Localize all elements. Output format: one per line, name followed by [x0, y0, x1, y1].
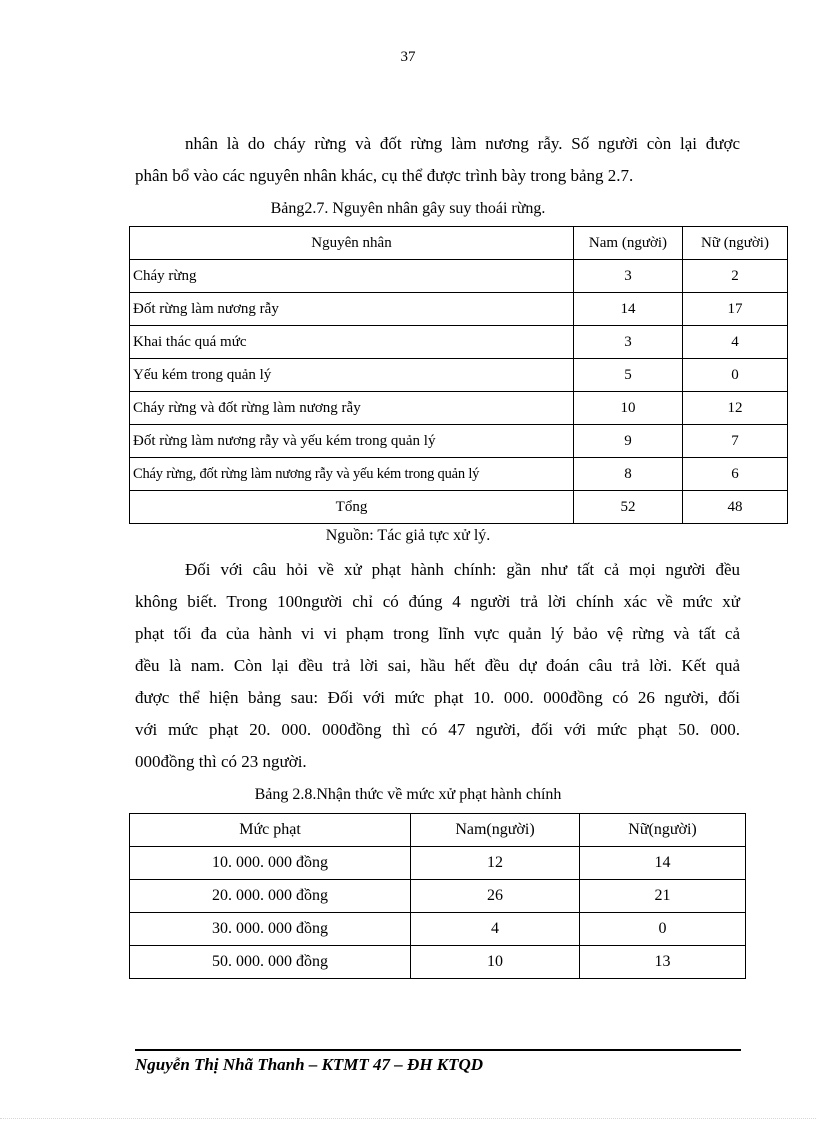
- table-caption: Bảng2.7. Nguyên nhân gây suy thoái rừng.: [270, 200, 546, 217]
- total-cell: 52: [574, 491, 683, 524]
- table-cell: 14: [574, 293, 683, 326]
- table-cell: 7: [683, 425, 788, 458]
- page-number: 37: [400, 49, 416, 65]
- table-cell: 4: [411, 913, 580, 946]
- table-cell: 30. 000. 000 đồng: [130, 913, 411, 946]
- table-header-row: [130, 227, 788, 260]
- table-cell: 12: [683, 392, 788, 425]
- table-cell: 5: [574, 359, 683, 392]
- table-source: Nguồn: Tác giả tực xử lý.: [325, 527, 491, 544]
- paragraph-intro: [135, 128, 740, 192]
- table-cell: 20. 000. 000 đồng: [130, 880, 411, 913]
- table-row: [130, 260, 788, 293]
- table-cell: 21: [580, 880, 746, 913]
- table-cell: 8: [574, 458, 683, 491]
- table-cell: 6: [683, 458, 788, 491]
- total-cell: 48: [683, 491, 788, 524]
- paragraph-line: nhân là do cháy rừng và đốt rừng làm nương rẫy. Số người còn lại được: [185, 134, 740, 153]
- table-cell: 14: [580, 847, 746, 880]
- paragraph-line: phạt tối đa của hành vi vi phạm trong lĩnh vực quản lý bảo vệ rừng và tất cả: [135, 624, 740, 643]
- table-cell: 3: [574, 260, 683, 293]
- paragraph-line: Đối với câu hỏi về xử phạt hành chính: gần như tất cả mọi người đều: [185, 560, 740, 579]
- table-cell: 13: [580, 946, 746, 979]
- paragraph-line: 000đồng thì có 23 người.: [135, 752, 307, 771]
- table-row: [130, 458, 788, 491]
- table-caption: Bảng 2.8.Nhận thức về mức xử phạt hành chính: [254, 786, 562, 803]
- table-cell: Đốt rừng làm nương rẫy và yếu kém trong quản lý: [130, 425, 574, 458]
- paragraph-line: không biết. Trong 100người chỉ có đúng 4 người trả lời chính xác về mức xử: [135, 592, 740, 611]
- paragraph-line: được thể hiện bảng sau: Đối với mức phạt 10. 000. 000đồng có 26 người, đối: [135, 688, 740, 707]
- table-row: [130, 326, 788, 359]
- table-cell: 12: [411, 847, 580, 880]
- table-cell: Cháy rừng và đốt rừng làm nương rẫy: [130, 392, 574, 425]
- table-cell: 3: [574, 326, 683, 359]
- header-cell: Nữ (người): [683, 227, 788, 260]
- table-cell: 26: [411, 880, 580, 913]
- table-cell: 10: [574, 392, 683, 425]
- table-cell: 17: [683, 293, 788, 326]
- table-cell: 10. 000. 000 đồng: [130, 847, 411, 880]
- footer-rule: [135, 1049, 741, 1051]
- table-row: [130, 847, 746, 880]
- table-cell: Cháy rừng, đốt rừng làm nương rẫy và yếu kém trong quản lý: [130, 458, 574, 491]
- table-total-row: [130, 491, 788, 524]
- header-cell: Mức phạt: [130, 814, 411, 847]
- header-cell: Nam(người): [411, 814, 580, 847]
- paragraph-line: với mức phạt 20. 000. 000đồng thì có 47 người, đối với mức phạt 50. 000.: [135, 720, 740, 739]
- table-cell: 4: [683, 326, 788, 359]
- cause-table: [129, 226, 788, 524]
- table-row: [130, 425, 788, 458]
- table-row: [130, 946, 746, 979]
- header-cell: Nữ(người): [580, 814, 746, 847]
- table-cell: Cháy rừng: [130, 260, 574, 293]
- table-row: [130, 392, 788, 425]
- total-label: Tổng: [130, 491, 574, 524]
- paragraph-line: đều là nam. Còn lại đều trả lời sai, hầu hết đều dự đoán câu trả lời. Kết quả: [135, 656, 740, 675]
- header-cell: Nam (người): [574, 227, 683, 260]
- table-row: [130, 880, 746, 913]
- header-cell: Nguyên nhân: [130, 227, 574, 260]
- table-row: [130, 293, 788, 326]
- table-cell: Khai thác quá mức: [130, 326, 574, 359]
- table-cell: 50. 000. 000 đồng: [130, 946, 411, 979]
- paragraph-fines: [135, 554, 740, 778]
- table-cell: 0: [683, 359, 788, 392]
- fine-table: [129, 813, 746, 979]
- table-cell: Yếu kém trong quản lý: [130, 359, 574, 392]
- table-cell: Đốt rừng làm nương rẫy: [130, 293, 574, 326]
- page-bottom-border: [0, 1118, 816, 1119]
- table-cell: 0: [580, 913, 746, 946]
- table-cell: 10: [411, 946, 580, 979]
- table-cell: 2: [683, 260, 788, 293]
- table-row: [130, 359, 788, 392]
- table-cell: 9: [574, 425, 683, 458]
- paragraph-line: phân bổ vào các nguyên nhân khác, cụ thể được trình bày trong bảng 2.7.: [135, 166, 634, 185]
- table-row: [130, 913, 746, 946]
- table-header-row: [130, 814, 746, 847]
- footer-author: Nguyễn Thị Nhã Thanh – KTMT 47 – ĐH KTQD: [135, 1055, 484, 1074]
